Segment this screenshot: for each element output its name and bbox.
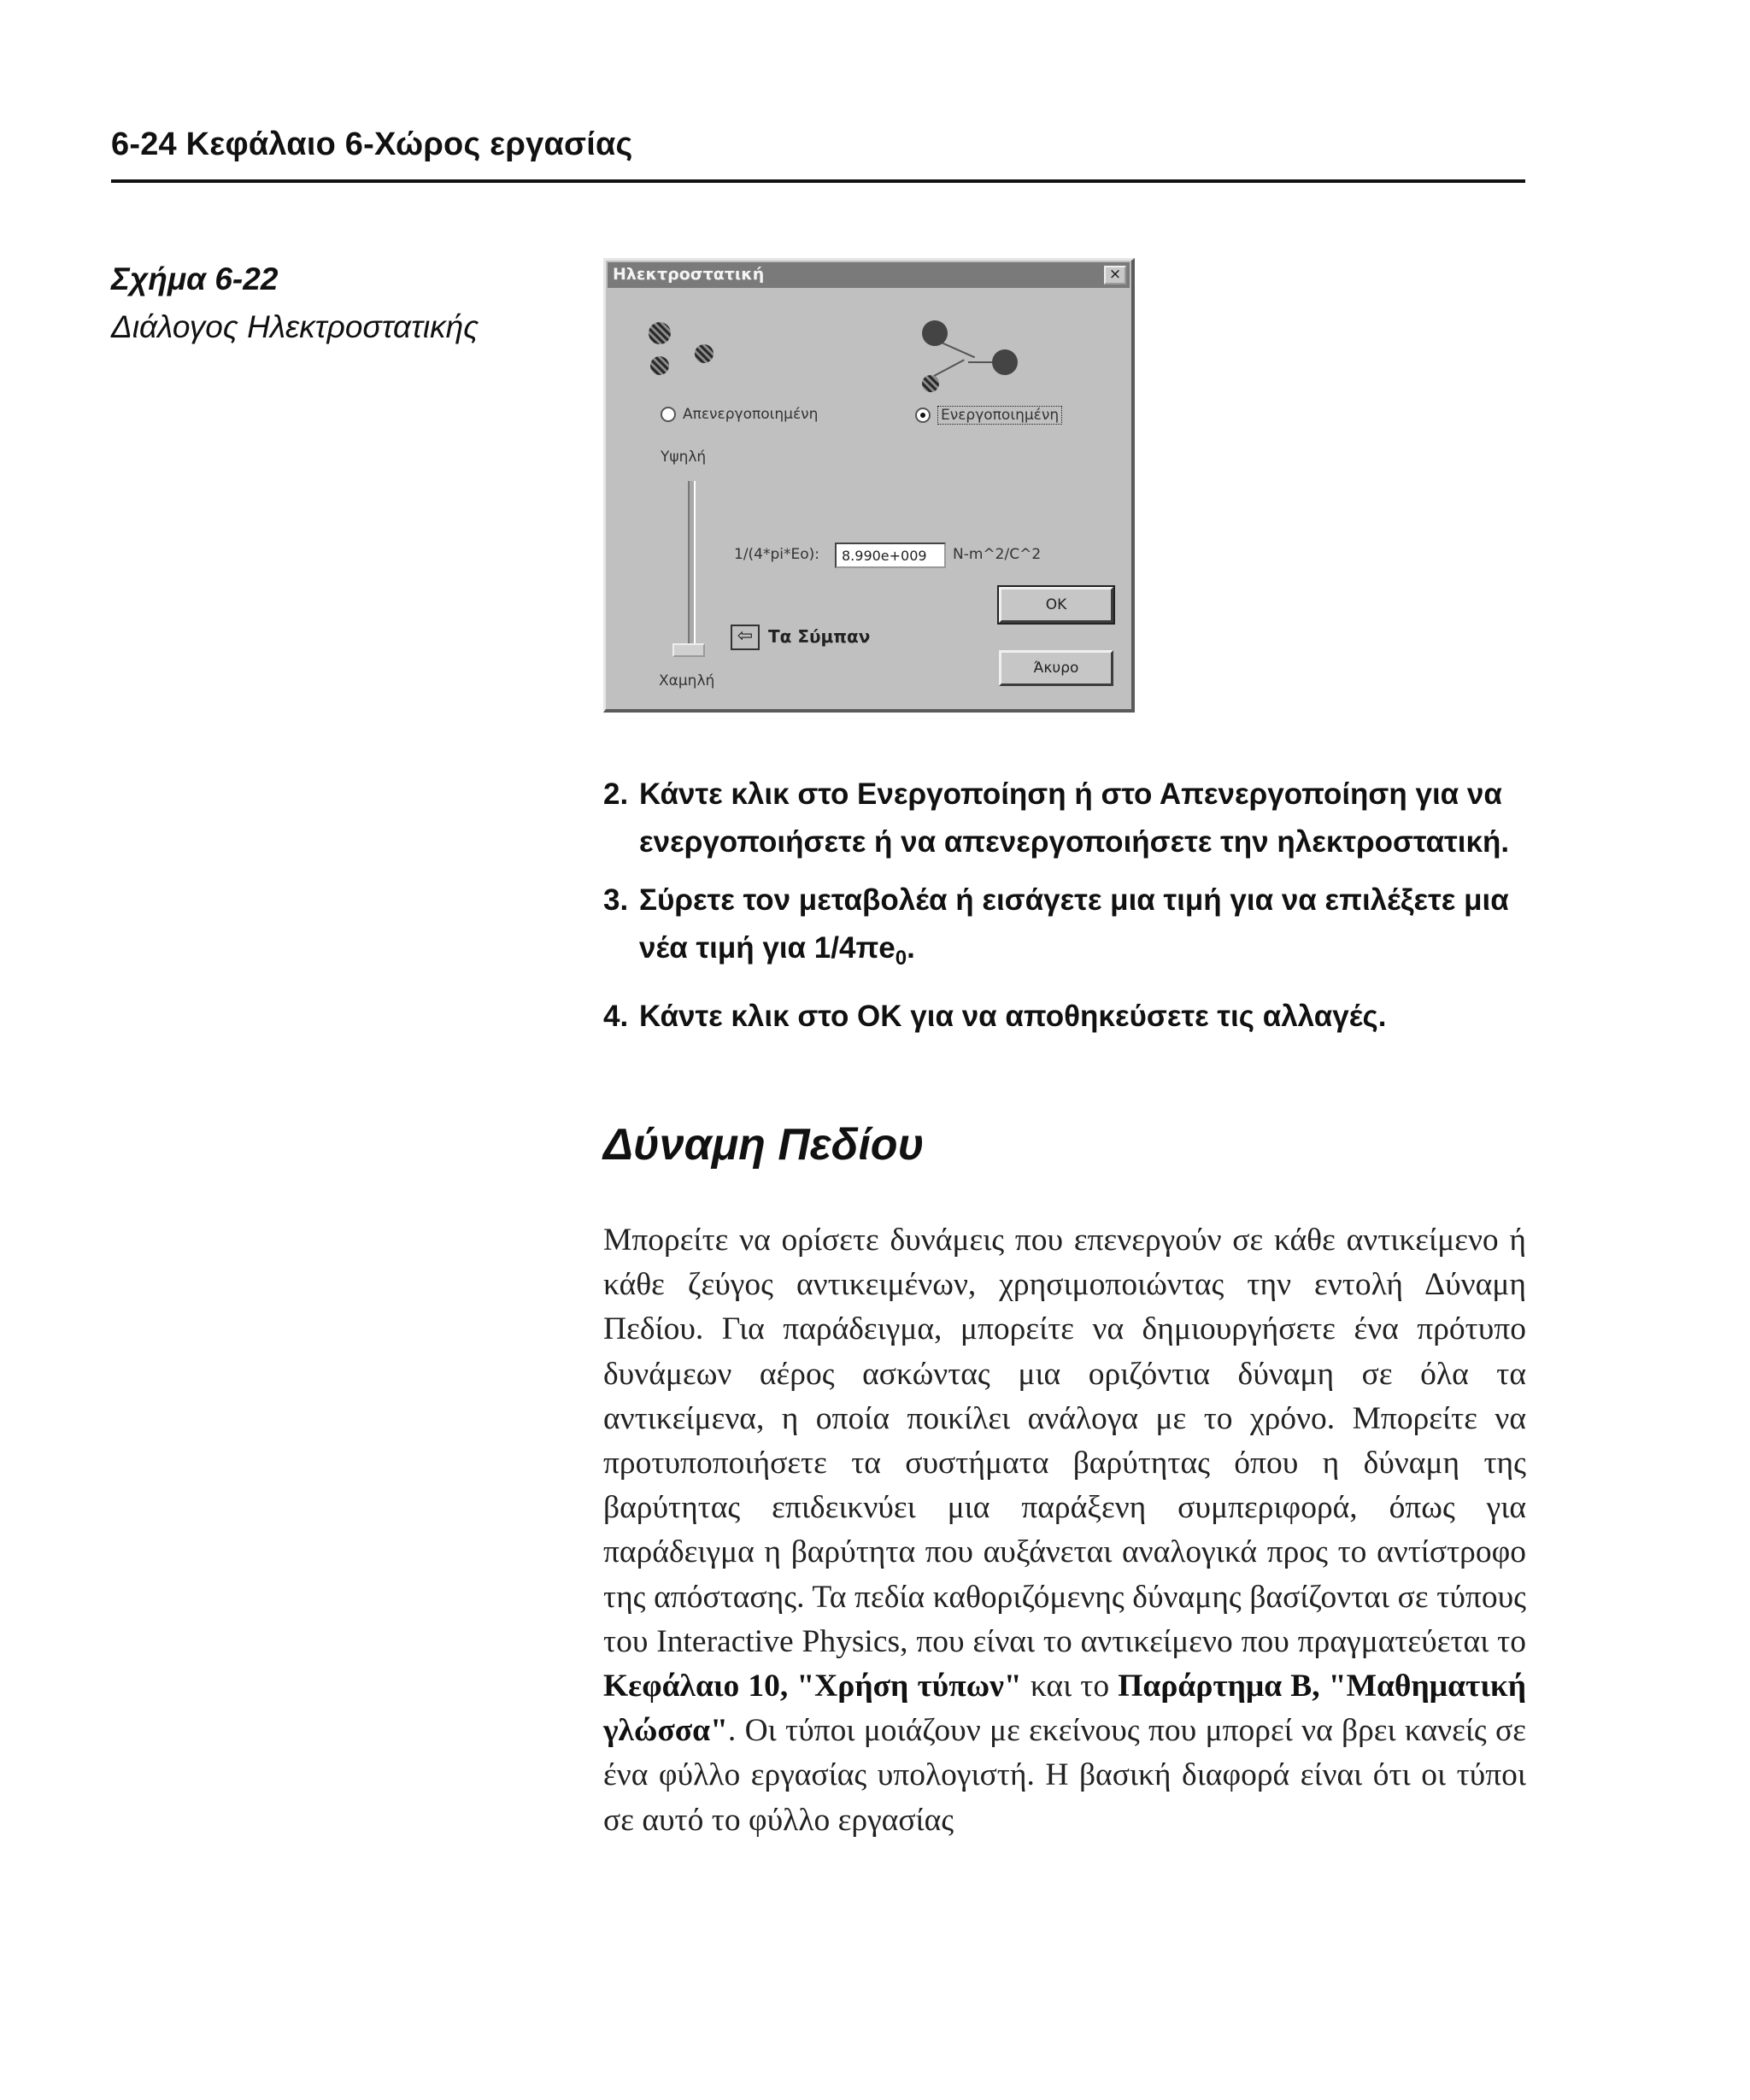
section-title: Δύναμη Πεδίου: [603, 1120, 925, 1170]
step-item: [603, 993, 1526, 1041]
radio-on[interactable]: [915, 406, 1062, 425]
radio-off-label: Απενεργοποιημένη: [683, 406, 819, 423]
dialog-title: Ηλεκτροστατική: [613, 265, 765, 284]
step-number: 2.: [603, 777, 629, 811]
step-item: [603, 771, 1526, 866]
cancel-button[interactable]: Άκυρο: [999, 650, 1113, 686]
charge-off-icon-c: [695, 344, 714, 363]
step-text: Κάντε κλικ στο OK για να αποθηκεύσετε τις αλλαγές.: [639, 1000, 1387, 1033]
charge-on-icon-a: [922, 320, 948, 346]
step-item: [603, 877, 1526, 983]
radio-on-icon: [915, 408, 931, 423]
slider-high-label: Υψηλή: [661, 449, 707, 466]
constant-label: 1/(4*pi*Eo):: [734, 546, 820, 563]
dialog-titlebar: [608, 262, 1130, 288]
radio-off-icon: [661, 407, 676, 422]
step-number: 4.: [603, 1000, 629, 1033]
charge-off-icon-b: [650, 356, 669, 375]
step-tail: .: [907, 931, 915, 965]
electrostatics-dialog: [603, 258, 1135, 713]
body-text-part: . Οι τύποι μοιάζουν με εκείνους που μπορεί να βρει κανείς σε ένα φύλλο εργασίας υπολογιστή. Η βασική διαφορά είναι ότι οι τύποι σε αυτό το φύλλο εργασίας: [603, 1713, 1526, 1838]
radio-off[interactable]: [661, 406, 818, 423]
step-number: 3.: [603, 883, 629, 917]
constant-units: N-m^2/C^2: [953, 546, 1042, 563]
body-paragraph: [603, 1218, 1526, 1843]
ok-button[interactable]: OK: [999, 587, 1113, 623]
radio-on-label: Ενεργοποιημένη: [937, 406, 1062, 425]
slider-thumb[interactable]: [672, 643, 705, 657]
wizard-label: Τα Σύμπαν: [768, 626, 871, 647]
slider-track[interactable]: [688, 481, 696, 648]
constant-input[interactable]: [835, 543, 946, 568]
chapter-reference: Κεφάλαιο 10, "Χρήση τύπων": [603, 1669, 1022, 1704]
force-line-icon: [934, 359, 965, 377]
body-text-part: Μπορείτε να ορίσετε δυνάμεις που επενεργούν σε κάθε αντικείμενο ή κάθε ζεύγος αντικειμένων, χρησιμοποιώντας την εντολή Δύναμη Πεδίου. Για παράδειγμα, μπορείτε να δημιουργήσετε ένα πρότυπο δυνάμεων αέρος ασκώντας μια οριζόντια δύναμη σε όλα τα αντικείμενα, η οποία ποικίλει ανάλογα με το χρόνο. Μπορείτε να προτυποποιήσετε τα συστήματα βαρύτητας όπου η δύναμη της βαρύτητας επιδεικνύει μια παράξενη συμπεριφορά, όπως για παράδειγμα η βαρύτητα που αυξάνεται αναλογικά προς το αντίστροφο της απόστασης. Τα πεδία καθοριζόμενης δύναμης βασίζονται σε τύπους του Interactive Physics, που είναι το αντικείμενο που πραγματεύεται το: [603, 1223, 1526, 1659]
step-text: Κάντε κλικ στο Ενεργοποίηση ή στο Απενεργοποίηση για να ενεργοποιήσετε ή να απενεργοποιήσετε την ηλεκτροστατική.: [639, 777, 1510, 859]
back-arrow-icon[interactable]: ⇦: [731, 625, 760, 650]
step-subscript: 0: [895, 947, 907, 970]
step-text: Σύρετε τον μεταβολέα ή εισάγετε μια τιμή για να επιλέξετε μια νέα τιμή για 1/4πe: [639, 883, 1509, 965]
body-text-part: και το: [1021, 1669, 1119, 1704]
figure-caption: Διάλογος Ηλεκτροστατικής: [111, 309, 479, 344]
charge-on-icon-c: [992, 349, 1018, 375]
slider-low-label: Χαμηλή: [659, 672, 715, 689]
charge-on-icon-b: [922, 375, 939, 392]
appendix-reference: Παράρτημα Β, "Μαθηματική γλώσσα": [603, 1669, 1527, 1749]
header-rule: [111, 179, 1525, 183]
running-header: 6-24 Κεφάλαιο 6-Χώρος εργασίας: [111, 126, 633, 162]
steps-list: [603, 771, 1526, 1051]
charge-off-icon-a: [649, 322, 671, 344]
close-icon[interactable]: ×: [1104, 266, 1126, 284]
figure-label: Σχήμα 6-22: [111, 261, 279, 296]
